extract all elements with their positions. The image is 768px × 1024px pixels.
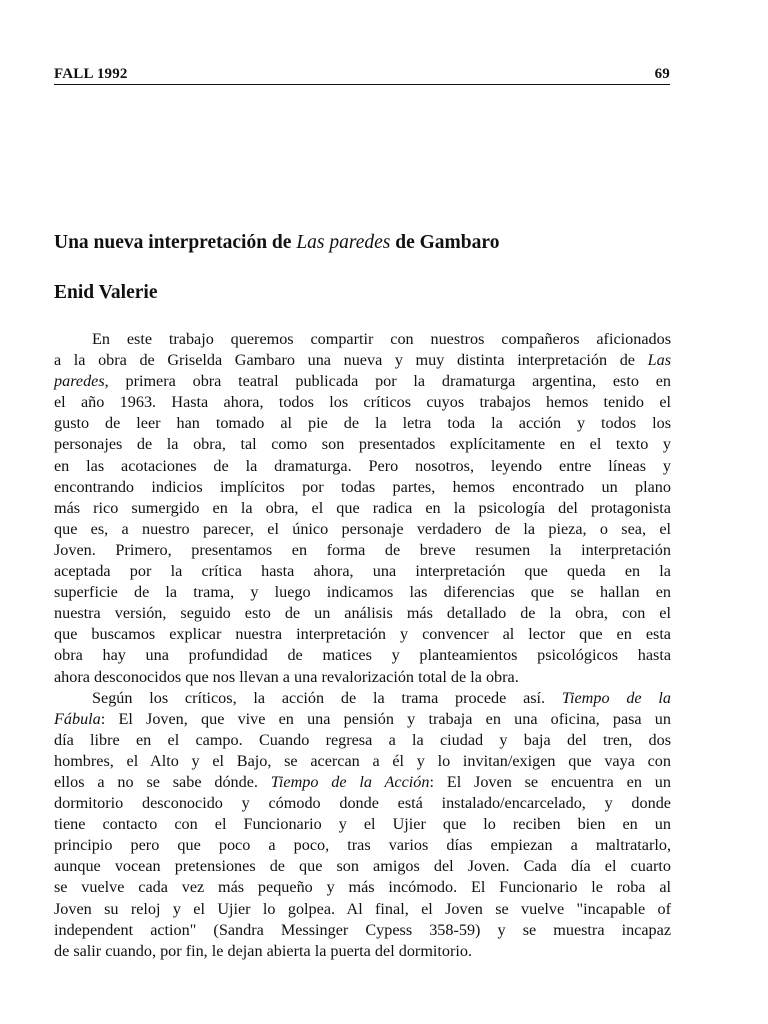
- text-run: aunque vocean pretensiones de que son amigos del Joven. Cada día el cuarto: [54, 857, 671, 876]
- text-line: [54, 519, 671, 540]
- title-text-italic: Las paredes: [296, 232, 391, 253]
- text-run: ellos a no se sabe dónde.: [54, 772, 271, 791]
- title-text-pre: Una nueva interpretación de: [54, 232, 297, 253]
- text-run: Según los críticos, la acción de la trama procede así.: [92, 688, 562, 707]
- text-line: [54, 772, 671, 793]
- text-run: : El Joven se encuentra en un: [429, 772, 671, 791]
- text-run: principio pero que poco a poco, tras varios días empiezan a maltratarlo,: [54, 836, 671, 855]
- article-title: [54, 232, 670, 254]
- text-run: el año 1963. Hasta ahora, todos los críticos cuyos trabajos hemos tenido el: [54, 393, 671, 412]
- italic-run: Fábula: [54, 709, 101, 728]
- text-run: en las acotaciones de la dramaturga. Pero nosotros, leyendo entre líneas y: [54, 456, 671, 475]
- italic-run: Tiempo de la Acción: [270, 772, 430, 791]
- text-line: [54, 329, 671, 350]
- text-line: [54, 751, 671, 772]
- text-run: que es, a nuestro parecer, el único personaje verdadero de la pieza, o sea, el: [54, 519, 671, 538]
- text-line: [54, 730, 671, 751]
- text-line: [54, 540, 671, 561]
- text-run: hombres, el Alto y el Bajo, se acercan a él y lo invitan/exigen que vaya con: [54, 751, 671, 770]
- text-run: : El Joven, que vive en una pensión y trabaja en una oficina, pasa un: [100, 709, 671, 728]
- text-run: obra hay una profundidad de matices y planteamientos psicológicos hasta: [54, 646, 671, 665]
- text-run: superficie de la trama, y luego indicamos las diferencias que se hallan en: [54, 583, 671, 602]
- text-line: [54, 582, 671, 603]
- page-number: 69: [654, 66, 670, 82]
- paragraph: [54, 688, 671, 962]
- text-line: [54, 667, 671, 688]
- text-run: gusto de leer han tomado al pie de la letra toda la acción y todos los: [54, 414, 671, 433]
- text-line: [54, 392, 671, 413]
- text-line: [54, 814, 671, 835]
- text-run: En este trabajo queremos compartir con nuestros compañeros aficionados: [92, 330, 671, 348]
- text-run: Joven. Primero, presentamos en forma de breve resumen la interpretación: [54, 540, 671, 559]
- running-header: [54, 64, 670, 85]
- text-line: [54, 877, 671, 898]
- text-run: ahora desconocidos que nos llevan a una revalorización total de la obra.: [54, 667, 519, 686]
- text-run: se vuelve cada vez más pequeño y más incómodo. El Funcionario le roba al: [54, 878, 671, 897]
- paragraph: [54, 329, 671, 688]
- text-run: aceptada por la crítica hasta ahora, una interpretación que queda en la: [54, 562, 671, 581]
- text-line: [54, 434, 671, 455]
- text-line: [54, 688, 671, 709]
- text-line: [54, 645, 671, 666]
- text-line: [54, 624, 671, 645]
- italic-run: Tiempo de la: [561, 688, 671, 707]
- text-run: tiene contacto con el Funcionario y el Ujier que lo reciben bien en un: [54, 815, 671, 834]
- article-body: [54, 329, 671, 962]
- article-author: Enid Valerie: [54, 282, 158, 303]
- text-line: [54, 371, 671, 392]
- text-run: más rico sumergido en la obra, el que radica en la psicología del protagonista: [54, 498, 671, 517]
- text-run: personajes de la obra, tal como son presentados explícitamente en el texto y: [54, 435, 671, 454]
- text-run: que buscamos explicar nuestra interpretación y convencer al lector que en esta: [54, 625, 671, 644]
- text-run: independent action" (Sandra Messinger Cypess 358-59) y se muestra incapaz: [54, 920, 671, 939]
- italic-run: paredes: [54, 372, 105, 391]
- text-run: de salir cuando, por fin, le dejan abierta la puerta del dormitorio.: [54, 941, 473, 960]
- text-run: , primera obra teatral publicada por la dramaturga argentina, esto en: [104, 372, 671, 391]
- text-line: [54, 941, 671, 962]
- text-line: [54, 793, 671, 814]
- text-line: [54, 561, 671, 582]
- text-line: [54, 498, 671, 519]
- text-run: a la obra de Griselda Gambaro una nueva y muy distinta interpretación de: [54, 351, 648, 370]
- title-text-post: de Gambaro: [390, 232, 500, 253]
- text-line: [54, 899, 671, 920]
- text-line: [54, 856, 671, 877]
- text-line: [54, 920, 671, 941]
- text-line: [54, 835, 671, 856]
- text-line: [54, 456, 671, 477]
- text-line: [54, 477, 671, 498]
- text-run: nuestra versión, seguido esto de un análisis más detallado de la obra, con el: [54, 604, 671, 623]
- text-run: día libre en el campo. Cuando regresa a la ciudad y baja del tren, dos: [54, 730, 671, 749]
- text-line: [54, 603, 671, 624]
- italic-run: Las: [647, 351, 671, 370]
- text-line: [54, 413, 671, 434]
- text-run: Joven su reloj y el Ujier lo golpea. Al final, el Joven se vuelve "incapable of: [54, 899, 671, 918]
- text-run: dormitorio desconocido y cómodo donde está instalado/encarcelado, y donde: [54, 794, 671, 813]
- text-line: [54, 350, 671, 371]
- text-line: [54, 709, 671, 730]
- journal-issue: FALL 1992: [54, 66, 128, 82]
- text-run: encontrando indicios implícitos por todas partes, hemos encontrado un plano: [54, 477, 671, 496]
